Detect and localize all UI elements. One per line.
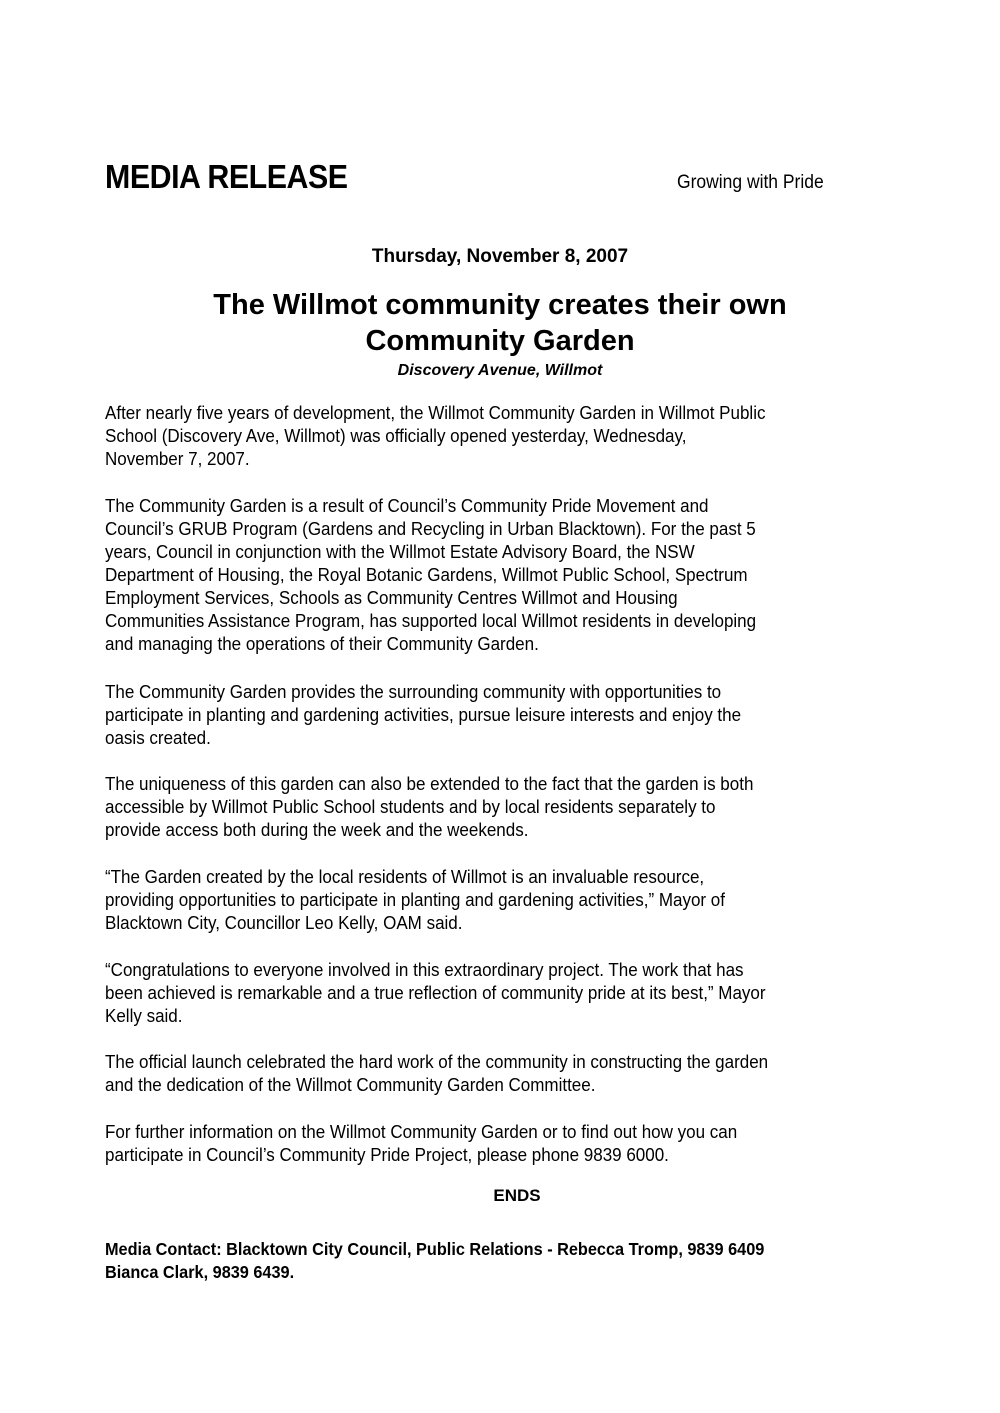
- headline: [0, 287, 1000, 359]
- text-line: “The Garden created by the local residents of Willmot is an invaluable resource,: [105, 866, 705, 887]
- paragraph-1: [105, 401, 915, 470]
- text-line: The official launch celebrated the hard work of the community in constructing the garden: [105, 1051, 769, 1072]
- text-line: The Community Garden provides the surrounding community with opportunities to: [105, 681, 722, 702]
- text-line: accessible by Willmot Public School students and by local residents separately to: [105, 796, 716, 817]
- text-line: providing opportunities to participate in planting and gardening activities,” Mayor of: [105, 889, 725, 910]
- tagline: Growing with Pride: [677, 172, 824, 193]
- media-contact-line-2: Bianca Clark, 9839 6439.: [105, 1262, 295, 1282]
- location-subtitle: Discovery Avenue, Willmot: [397, 362, 603, 379]
- text-line: Employment Services, Schools as Community Centres Willmot and Housing: [105, 587, 678, 608]
- paragraph-2: [105, 494, 915, 655]
- text-line: Communities Assistance Program, has supported local Willmot residents in developing: [105, 610, 757, 631]
- text-line: oasis created.: [105, 727, 211, 748]
- text-line: Department of Housing, the Royal Botanic Gardens, Willmot Public School, Spectrum: [105, 564, 748, 585]
- text-line: and managing the operations of their Community Garden.: [105, 633, 539, 654]
- text-line: provide access both during the week and the weekends.: [105, 819, 529, 840]
- media-contact-line-1: Media Contact: Blacktown City Council, Public Relations - Rebecca Tromp, 9839 6409: [105, 1239, 765, 1259]
- text-line: After nearly five years of development, the Willmot Community Garden in Willmot Public: [105, 402, 766, 423]
- paragraph-4: [105, 772, 915, 841]
- paragraph-5-quote: [105, 865, 915, 934]
- release-date: Thursday, November 8, 2007: [371, 246, 629, 267]
- paragraph-6-quote: [105, 958, 915, 1027]
- media-contact: [105, 1238, 814, 1284]
- text-line: Kelly said.: [105, 1005, 183, 1026]
- text-line: “Congratulations to everyone involved in this extraordinary project. The work that has: [105, 959, 744, 980]
- text-line: Council’s GRUB Program (Gardens and Recycling in Urban Blacktown). For the past 5: [105, 518, 756, 539]
- paragraph-3: [105, 680, 915, 749]
- text-line: The uniqueness of this garden can also be extended to the fact that the garden is both: [105, 773, 754, 794]
- text-line: participate in Council’s Community Pride Project, please phone 9839 6000.: [105, 1144, 669, 1165]
- text-line: years, Council in conjunction with the Willmot Estate Advisory Board, the NSW: [105, 541, 695, 562]
- text-line: November 7, 2007.: [105, 448, 250, 469]
- paragraph-7: [105, 1050, 915, 1096]
- text-line: For further information on the Willmot Community Garden or to find out how you can: [105, 1121, 738, 1142]
- headline-line-2: Community Garden: [365, 325, 635, 357]
- headline-line-1: The Willmot community creates their own: [213, 289, 787, 321]
- text-line: School (Discovery Ave, Willmot) was officially opened yesterday, Wednesday,: [105, 425, 687, 446]
- document-title: MEDIA RELEASE: [105, 158, 348, 195]
- text-line: participate in planting and gardening activities, pursue leisure interests and enjoy the: [105, 704, 742, 725]
- ends-marker: ENDS: [493, 1186, 541, 1205]
- text-line: and the dedication of the Willmot Community Garden Committee.: [105, 1074, 596, 1095]
- text-line: The Community Garden is a result of Council’s Community Pride Movement and: [105, 495, 709, 516]
- paragraph-8: [105, 1120, 915, 1166]
- text-line: Blacktown City, Councillor Leo Kelly, OAM said.: [105, 912, 463, 933]
- text-line: been achieved is remarkable and a true reflection of community pride at its best,” Mayor: [105, 982, 766, 1003]
